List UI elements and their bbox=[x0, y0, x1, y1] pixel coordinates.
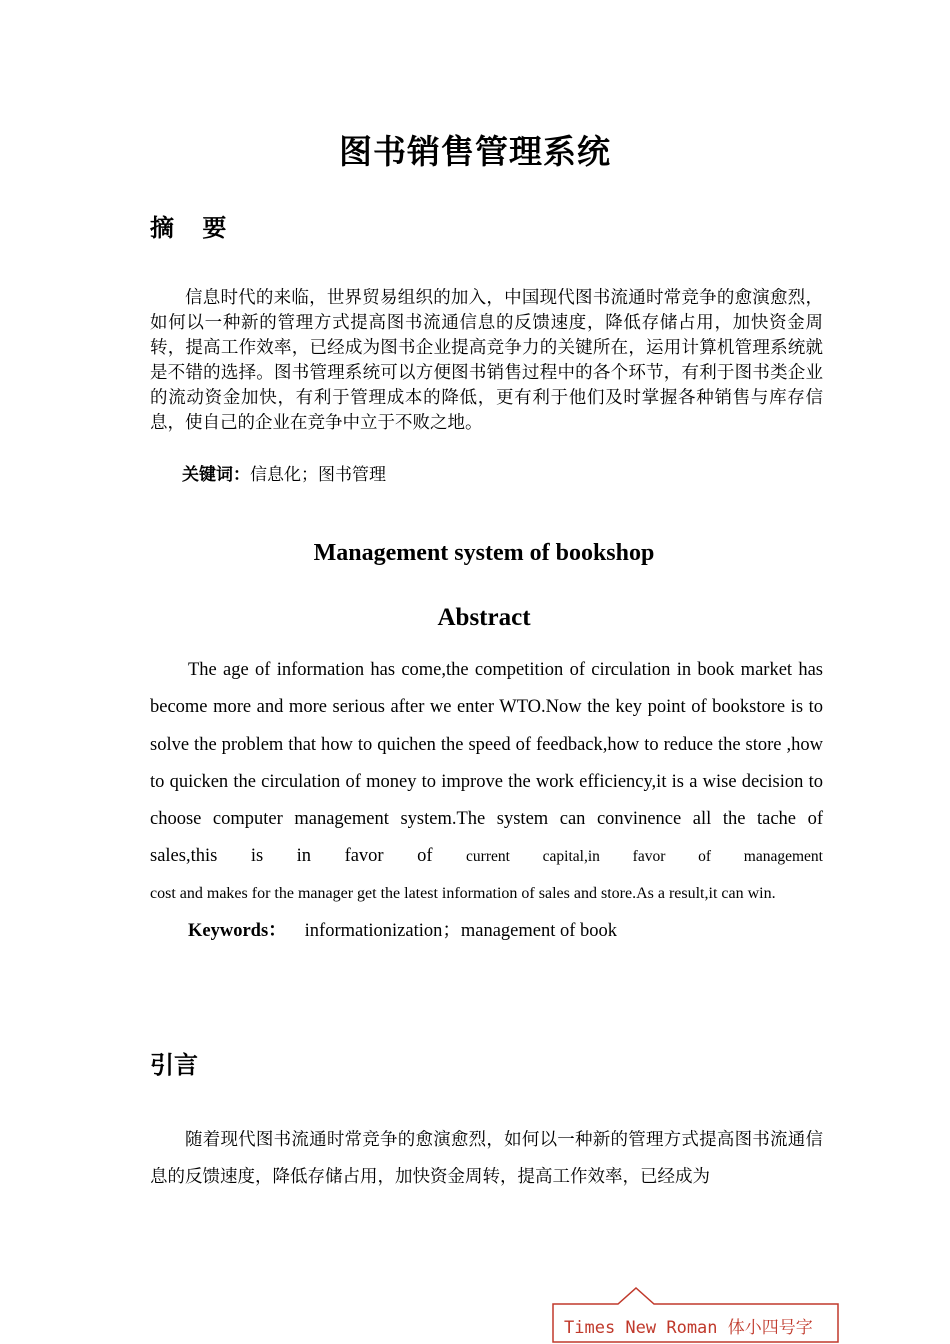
chinese-title: 图书销售管理系统 bbox=[339, 132, 611, 171]
abstract-en-body bbox=[150, 652, 823, 876]
abstract-en-body-small: cost and makes for the manager get the latest information of sales and store.As a result,it can win. bbox=[150, 885, 776, 902]
keywords-en-value: informationization；management of book bbox=[304, 921, 618, 941]
callout-text-latin: Times New Roman bbox=[564, 1318, 718, 1338]
keywords-cn-value: 信息化；图书管理 bbox=[250, 465, 386, 485]
abstract-cn-body: 信息时代的来临，世界贸易组织的加入，中国现代图书流通时常竞争的愈演愈烈，如何以一种新的管理方式提高图书流通信息的反馈速度，降低存储占用，加快资金周转，提高工作效率，已经成为图书企业提高竞争力的关键所在，运用计算机管理系统就是不错的选择。图书管理系统可以方便图书销售过程中的各个环节，有利于图书类企业的流动资金加快，有利于管理成本的降低，更有利于他们及时掌握各种销售与库存信息，使自己的企业在竞争中立于不败之地。 bbox=[150, 288, 823, 433]
abstract-cn-heading: 摘 要 bbox=[150, 214, 237, 242]
abstract-en-body-small-inline: current capital,in favor of management bbox=[466, 848, 823, 866]
intro-body: 随着现代图书流通时常竞争的愈演愈烈，如何以一种新的管理方式提高图书流通信息的反馈速度，降低存储占用，加快资金周转，提高工作效率，已经成为 bbox=[150, 1130, 823, 1187]
format-annotation-callout bbox=[552, 1286, 842, 1344]
keywords-cn bbox=[182, 460, 386, 485]
callout-text bbox=[564, 1313, 813, 1338]
keywords-cn-label: 关键词： bbox=[182, 465, 250, 485]
english-title: Management system of bookshop bbox=[313, 540, 655, 566]
keywords-en-label: Keywords： bbox=[188, 921, 287, 941]
abstract-en-heading: Abstract bbox=[437, 604, 531, 631]
intro-heading: 引言 bbox=[150, 1051, 198, 1079]
keywords-en bbox=[188, 916, 617, 942]
abstract-en-body-main: The age of information has come,the competition of circulation in book market has become more and more serious after we enter WTO.Now the key point of bookstore is to solve the problem that how to quichen the speed of feedback,how to reduce the store ,how to quicken the circulation of money to improve the work efficiency,it is a wise decision to choose computer management system.The system can convinence all the tache of sales,this is in favor of bbox=[150, 660, 823, 867]
callout-text-cn: 体小四号字 bbox=[727, 1318, 813, 1338]
